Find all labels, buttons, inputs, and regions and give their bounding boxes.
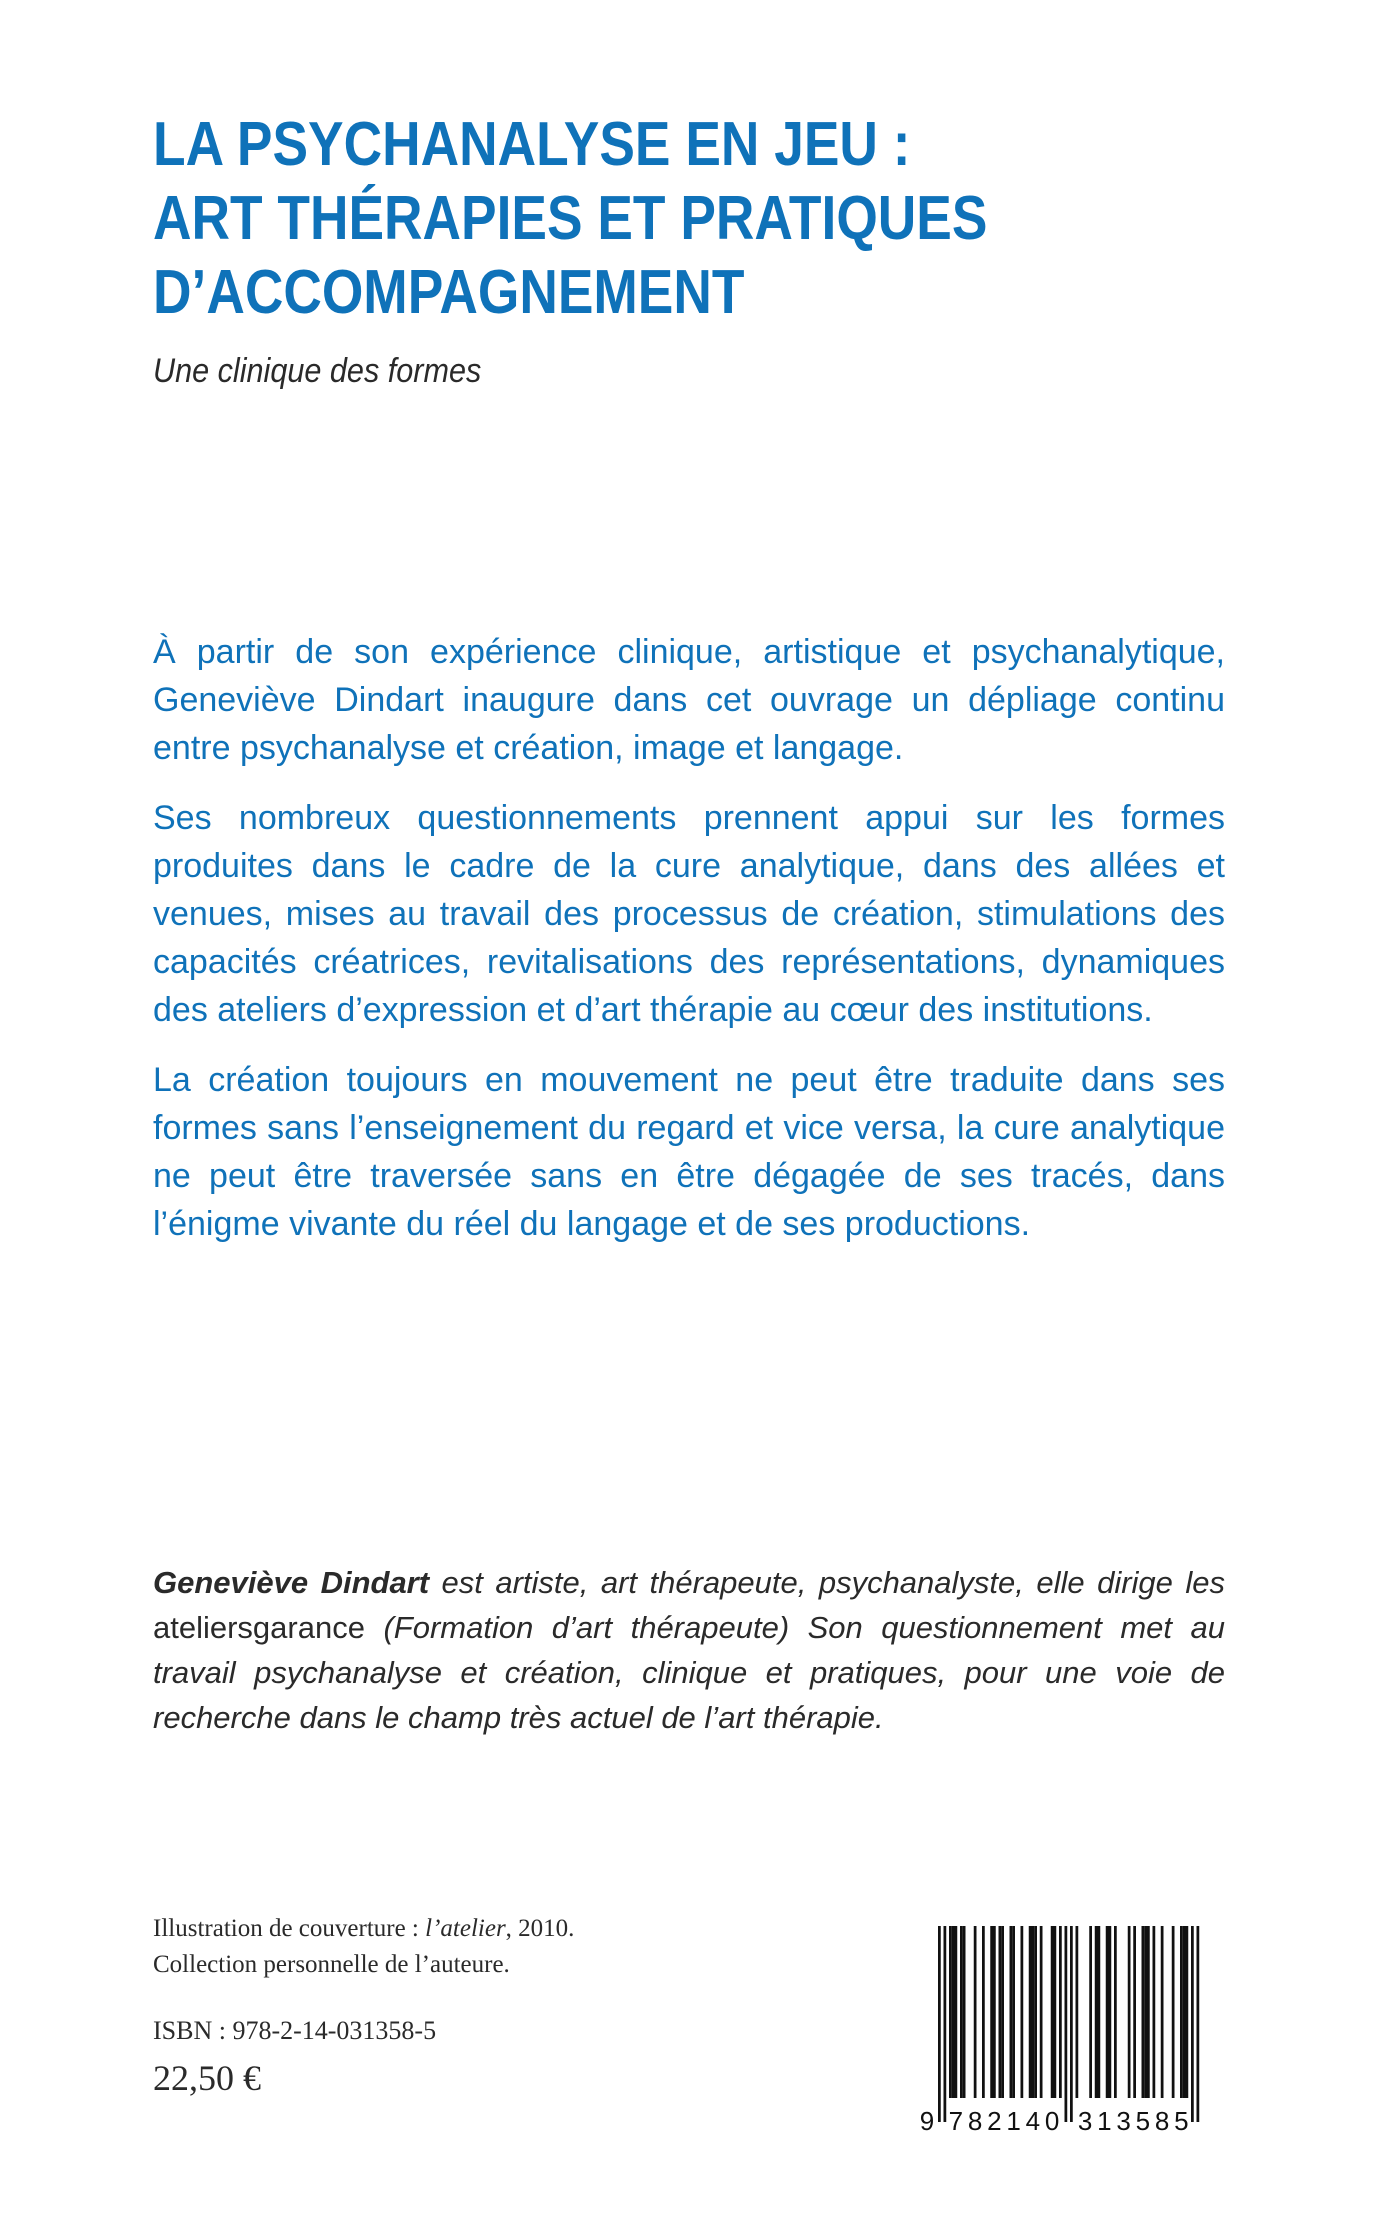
barcode-digit: 0 <box>1044 2106 1060 2136</box>
barcode-bar <box>960 1926 963 2098</box>
barcode-guard-bar <box>938 1926 941 2122</box>
illustration-credit <box>153 1911 574 1947</box>
book-subtitle: Une clinique des formes <box>153 352 482 390</box>
barcode-bar <box>1059 1926 1062 2098</box>
barcode-bar <box>1098 1926 1101 2098</box>
barcode-bar <box>1147 1926 1150 2098</box>
barcode-guard-bar <box>1070 1926 1073 2122</box>
blurb-paragraph-3: La création toujours en mouvement ne peut être traduite dans ses formes sans l’enseignement du regard et vice versa, la cure analytique ne peut être traversée sans en être dégagée de ses tracés, dans l’énigme vivante du réel du langage et de ses productions. <box>153 1061 1225 1243</box>
barcode-digit: 8 <box>1154 2106 1170 2136</box>
barcode-bar <box>999 1926 1002 2098</box>
barcode-bar <box>1106 1926 1109 2098</box>
cover-credits <box>153 1911 574 1983</box>
illustration-title: l’atelier <box>425 1915 506 1942</box>
barcode-bar <box>952 1926 955 2098</box>
barcode-digit: 5 <box>1135 2106 1151 2136</box>
barcode-bar <box>1153 1926 1156 2098</box>
barcode-bar <box>993 1926 996 2098</box>
barcode-bar <box>1021 1926 1024 2098</box>
barcode-bar <box>1186 1926 1189 2098</box>
barcode-bar <box>1161 1926 1164 2098</box>
barcode-bar <box>1034 1926 1037 2098</box>
barcode-bar <box>1054 1926 1057 2098</box>
barcode-bar <box>1012 1926 1015 2098</box>
barcode-digit: 2 <box>987 2106 1002 2136</box>
barcode-guard-bar <box>1197 1926 1200 2122</box>
barcode-bar <box>1133 1926 1136 2098</box>
barcode-digit: 7 <box>948 2106 964 2136</box>
barcode-digit: 1 <box>1006 2106 1021 2136</box>
barcode-digit: 3 <box>1116 2106 1131 2136</box>
barcode-bar <box>1051 1926 1054 2098</box>
blurb-paragraph-1: À partir de son expérience clinique, artistique et psychanalytique, Geneviève Dindart inaugure dans cet ouvrage un dépliage continu entre psychanalyse et création, image et langage. <box>153 633 1225 767</box>
collection-credit: Collection personnelle de l’auteure. <box>153 1951 510 1978</box>
barcode-digit: 3 <box>1077 2106 1093 2136</box>
barcode-bar <box>1001 1926 1004 2098</box>
barcode-bar <box>963 1926 966 2098</box>
barcode-bar <box>1183 1926 1186 2098</box>
author-bio-text-2: (Formation d’art thérapeute) Son questionnement met au travail psychanalyse et création, clinique et pratiques, pour une voie de recherche dans le champ très actuel de l’art thérapie. <box>153 1610 1225 1735</box>
barcode-bar <box>1172 1926 1175 2098</box>
title-line-3: D’ACCOMPAGNEMENT <box>153 258 745 327</box>
barcode-digit: 9 <box>919 2106 935 2136</box>
barcode-guard-bar <box>1191 1926 1194 2122</box>
title-line-1: LA PSYCHANALYSE EN JEU : <box>153 110 911 179</box>
book-price: 22,50 € <box>153 2058 261 2098</box>
barcode-bar <box>1076 1926 1079 2098</box>
author-bio <box>153 1560 1225 1740</box>
book-blurb <box>153 628 1225 1270</box>
barcode <box>918 1924 1228 2136</box>
barcode-bar <box>1095 1926 1098 2098</box>
barcode-bar <box>974 1926 977 2098</box>
barcode-bar <box>990 1926 993 2098</box>
blurb-paragraph-2: Ses nombreux questionnements prennent appui sur les formes produites dans le cadre de la cure analytique, dans des allées et venues, mises au travail des processus de création, stimulations des capacités créatrices, revitalisations des représentations, dynamiques des ateliers d’expression et d’art thérapie au cœur des institutions. <box>153 799 1225 1029</box>
author-name: Geneviève Dindart <box>153 1565 430 1600</box>
barcode-bar <box>1128 1926 1131 2098</box>
barcode-guard-bar <box>1065 1926 1068 2122</box>
barcode-bar <box>1032 1926 1035 2098</box>
barcode-guard-bar <box>944 1926 947 2122</box>
barcode-bar <box>949 1926 952 2098</box>
illustration-suffix: , 2010. <box>505 1915 575 1942</box>
barcode-digit: 4 <box>1025 2106 1041 2136</box>
barcode-digit: 5 <box>1174 2106 1189 2136</box>
isbn-number: ISBN : 978-2-14-031358-5 <box>153 2016 437 2045</box>
barcode-bar <box>1114 1926 1117 2098</box>
barcode-bar <box>1040 1926 1043 2098</box>
barcode-bar <box>1029 1926 1032 2098</box>
barcode-digits <box>920 2106 1189 2136</box>
author-bio-text-1: est artiste, art thérapeute, psychanalyste, elle dirige les <box>429 1565 1225 1600</box>
illustration-prefix: Illustration de couverture : <box>153 1915 426 1942</box>
barcode-bar <box>1180 1926 1183 2098</box>
barcode-bar <box>1144 1926 1147 2098</box>
barcode-bar <box>1089 1926 1092 2098</box>
barcode-digit: 1 <box>1097 2106 1112 2136</box>
barcode-digit: 8 <box>967 2106 983 2136</box>
barcode-bar <box>1142 1926 1145 2098</box>
barcode-bar <box>1109 1926 1112 2098</box>
barcode-bar <box>955 1926 958 2098</box>
barcode-bar <box>982 1926 985 2098</box>
author-organization: ateliersgarance <box>153 1610 365 1645</box>
barcode-bar <box>1010 1926 1013 2098</box>
title-line-2: ART THÉRAPIES ET PRATIQUES <box>153 184 988 253</box>
book-title <box>153 108 1253 330</box>
